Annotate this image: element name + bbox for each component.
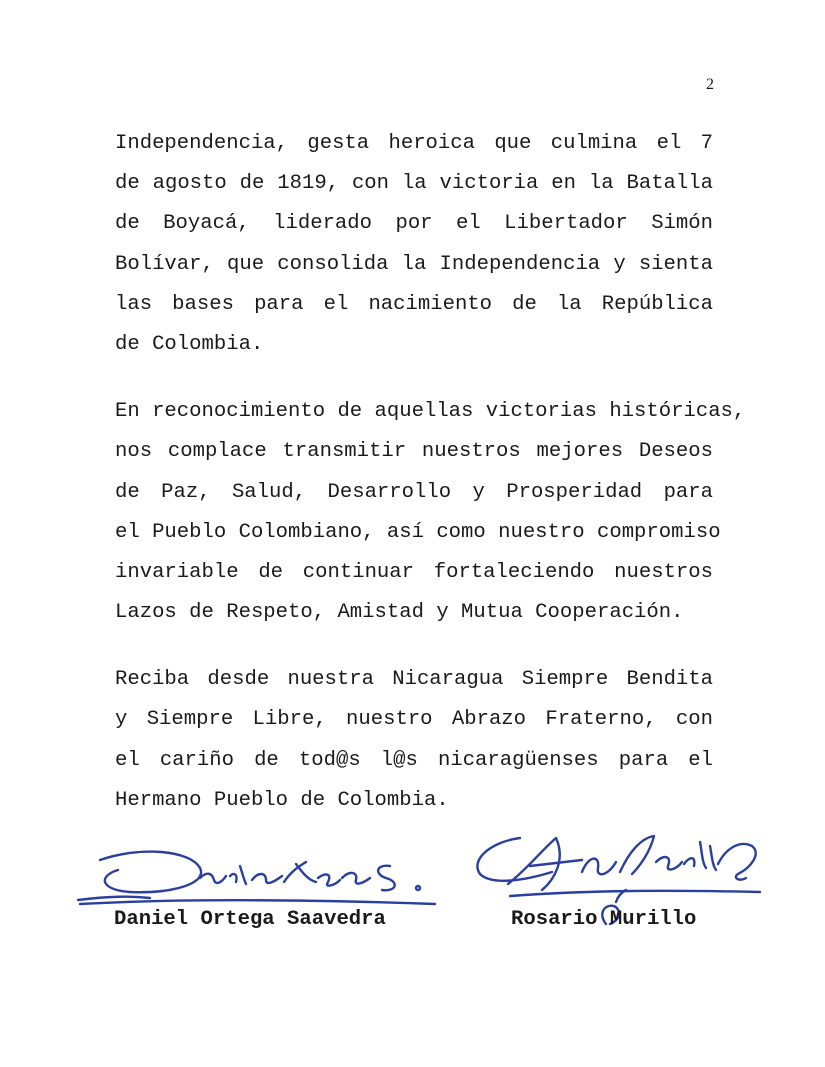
text-line: el Pueblo Colombiano, así como nuestro compromiso <box>115 520 721 544</box>
paragraph <box>115 660 713 821</box>
signer-name-ortega: Daniel Ortega Saavedra <box>114 908 386 931</box>
text-line: En reconocimiento de aquellas victorias históricas, <box>115 400 746 424</box>
paragraph <box>115 124 713 365</box>
paragraph <box>115 392 746 633</box>
page-number: 2 <box>706 76 714 93</box>
text-line: de agosto de 1819, con la victoria en la Batalla <box>115 172 713 196</box>
text-line: el cariño de tod@s l@s nicaragüenses para el <box>115 748 713 772</box>
text-line: invariable de continuar fortaleciendo nuestros <box>115 560 713 584</box>
signer-name-murillo: Rosario Murillo <box>511 908 697 931</box>
text-line: Hermano Pueblo de Colombia. <box>115 788 449 812</box>
text-line: Bolívar, que consolida la Independencia y sienta <box>115 252 713 276</box>
text-line: Independencia, gesta heroica que culmina el 7 <box>115 132 713 155</box>
letter-body <box>115 124 746 821</box>
text-line: Lazos de Respeto, Amistad y Mutua Cooperación. <box>115 601 684 625</box>
text-line: de Paz, Salud, Desarrollo y Prosperidad para <box>115 480 713 504</box>
text-line: de Boyacá, liderado por el Libertador Simón <box>115 212 713 236</box>
signature-block <box>0 812 825 952</box>
text-line: nos complace transmitir nuestros mejores Deseos <box>115 440 713 464</box>
text-line: las bases para el nacimiento de la República <box>115 292 713 316</box>
handwritten-signature-ortega <box>70 842 450 912</box>
text-line: Reciba desde nuestra Nicaragua Siempre Bendita <box>115 668 713 692</box>
text-line: de Colombia. <box>115 332 264 356</box>
text-line: y Siempre Libre, nuestro Abrazo Fraterno, con <box>115 708 713 732</box>
